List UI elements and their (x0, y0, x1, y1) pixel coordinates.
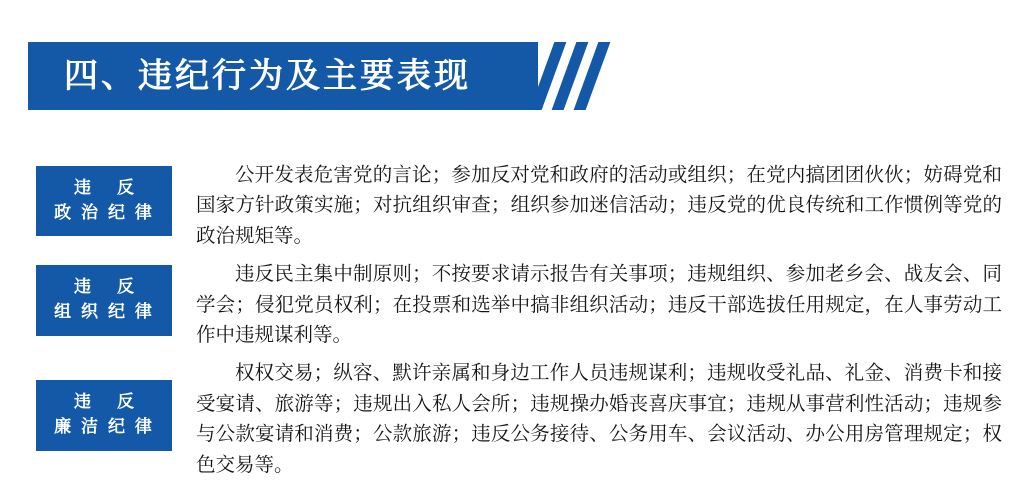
section-tag-line1: 违 反 (74, 277, 144, 298)
sections-list (0, 160, 1020, 488)
section-row (0, 259, 1020, 350)
section-tag-line2: 廉 洁 纪 律 (54, 417, 154, 438)
section-row (0, 358, 1020, 480)
section-tag-political (36, 166, 172, 236)
section-tag-line1: 违 反 (74, 392, 144, 413)
section-text-organizational: 违反民主集中制原则；不按要求请示报告有关事项；违规组织、参加老乡会、战友会、同学会；侵犯党员权利；在投票和选举中搞非组织活动；违反干部选拔任用规定，在人事劳动工作中违规谋利等。 (196, 262, 1002, 347)
section-row (0, 160, 1020, 251)
section-tag-organizational (36, 265, 172, 335)
section-text-political: 公开发表危害党的言论；参加反对党和政府的活动或组织；在党内搞团团伙伙；妨碍党和国家方针政策实施；对抗组织审查；组织参加迷信活动；违反党的优良传统和工作惯例等党的政治规矩等。 (196, 163, 1002, 247)
section-tag-line1: 违 反 (74, 178, 144, 198)
section-tag-line2: 政 治 纪 律 (54, 202, 154, 223)
section-tag-integrity (36, 380, 172, 450)
section-text-integrity: 权权交易；纵容、默许亲属和身边工作人员违规谋利；违规收受礼品、礼金、消费卡和接受宴请、旅游等；违规出入私人会所；违规操办婚丧喜庆事宜；违规从事营利性活动；违规参与公款宴请和消费；公款旅游；违反公务接待、公务用车、会议活动、办公用房管理规定；权色交易等。 (196, 361, 1002, 476)
page-title: 四、违纪行为及主要表现 (64, 56, 471, 96)
slide-header (28, 42, 580, 110)
section-tag-line2: 组 织 纪 律 (54, 301, 154, 322)
